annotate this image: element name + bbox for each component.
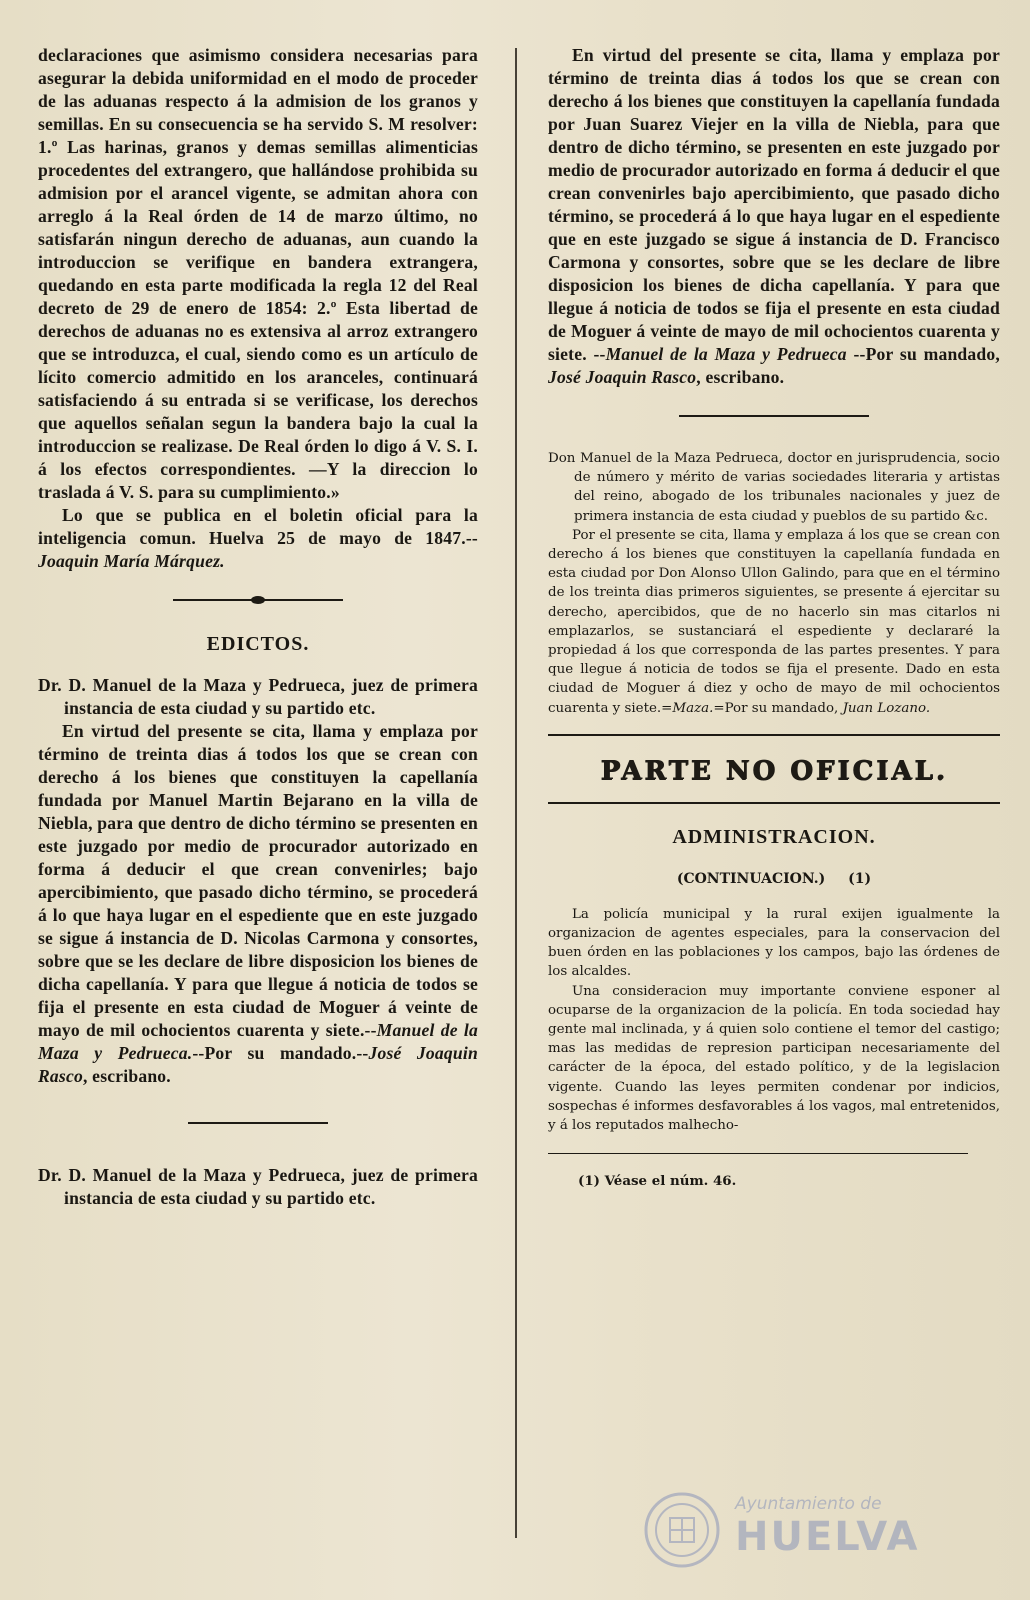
edict2-judge-signature: Manuel de la Maza y Pedrueca [605, 344, 847, 364]
decree-text-paragraph: declaraciones que asimismo considera necesarias para asegurar la debida uniformidad en el modo de proceder de las aduanas respecto á la admision de los granos y semillas. En su consecuencia se ha servido S. M resolver: 1.º Las harinas, granos y demas semillas alimenticias procedentes del extrangero, que hallándose prohibida su admision por el arancel vigente, se admitan ahora con arreglo á la Real órden de 14 de marzo último, no satisfarán ningun derecho de aduanas, aun cuando la introduccion se verifique en bandera extrangera, quedando en esta parte modificada la regla 12 del Real decreto de 29 de enero de 1854: 2.º Esta libertad de derechos de aduanas no es extensiva al arroz extrangero que se introduzca, el cual, siendo como es un artículo de lícito comercio admitido en los aranceles, continuará satisfaciendo á su entrada si se verificase, los derechos que aquellos señalan segun la bandera bajo la cual la introduccion se realizase. De Real órden lo digo á V. S. I. á los efectos correspondientes. —Y la direccion lo traslada á V. S. para su cumplimiento.» [38, 45, 478, 502]
publication-signature: Joaquin María Márquez. [38, 551, 225, 571]
edict1-clerk-signature: José Joaquin Rasco [38, 1043, 478, 1086]
edict3-clerk-signature: Juan Lozano. [842, 700, 931, 716]
administration-paragraph-2: Una consideracion muy importante conviene esponer al ocuparse de la organizacion de la policía. En toda sociedad hay gente mal inclinada, y á quien solo contiene el temor del castigo; mas las medidas de represion participan necesariamente del carácter de la época, del estado político, y de la legislacion vigente. Cuando las leyes permiten condenar por indicios, sospechas é informes desfavorables á los vagos, mal entretenidos, y á los reputados malhecho- [548, 983, 1000, 1134]
ornamental-divider [173, 595, 343, 605]
edict1-body [38, 720, 478, 1088]
right-column [548, 44, 1000, 1191]
administration-paragraph-1: La policía municipal y la rural exijen igualmente la organizacion de agentes especiales, para la conservacion del buen órden en las poblaciones y los campos, bajo las órdenes de los alcaldes. [548, 906, 1000, 980]
column-divider [515, 48, 517, 1538]
edict3-judge-signature: Maza. [672, 700, 714, 716]
edict3-header: Don Manuel de la Maza Pedrueca, doctor en jurisprudencia, socio de número y mérito de varias sociedades literaria y artistas del reino, abogado de los tribunales nacionales y juez de primera instancia de esta ciudad y pueblos de su partido &c. [548, 451, 1000, 524]
edict1-clerk-title: , escribano. [82, 1066, 171, 1086]
edict1-header: Dr. D. Manuel de la Maza y Pedrueca, juez de primera instancia de esta ciudad y su partido etc. [38, 675, 478, 718]
section-rule-bottom [548, 802, 1000, 804]
edict2-body [548, 44, 1000, 389]
section-title: PARTE NO OFICIAL. [600, 755, 948, 786]
separator-rule [188, 1122, 328, 1124]
edict2-body-text: En virtud del presente se cita, llama y emplaza por término de treinta dias á todos los que se crean con derecho á los bienes que constituyen la capellanía fundada por Juan Suarez Viejer en la villa de Niebla, para que dentro de dicho término, se presenten en este juzgado por medio de procurador autorizado en forma á deducir el que crean convenirles bajo apercibimiento, que pasado dicho término, se procederá á lo que haya lugar en el espediente que en este juzgado se sigue á instancia de D. Francisco Carmona y consortes, sobre que se les declare de libre disposicion los bienes de dicha capellanía. Y para que llegue á noticia de todos se fija el presente en esta ciudad de Moguer á veinte de mayo de mil ochocientos cuarenta y siete. -- [548, 45, 1000, 364]
publication-notice-text: Lo que se publica en el boletin oficial para la inteligencia comun. Huelva 25 de mayo de 1847.-- [38, 505, 478, 548]
edict3-body-text: Por el presente se cita, llama y emplaza á los que se crean con derecho á los bienes que constituyen la capellanía fundada en esta ciudad por Don Alonso Ullon Galindo, para que en el término de los treinta dias primeros siguientes, se presente á ejercitar su derecho, apercibidos, que de no hacerlo sin mas citarlos ni emplazarlos, se sustanciará el espediente y declararé la propiedad á los que corresponda de las partes presentes. Y para que llegue á noticia de todos se fija el presente. Dado en esta ciudad de Moguer á diez y ocho de mayo de mil ochocientos cuarenta y siete.= [548, 527, 1000, 716]
edict2-clerk-signature: José Joaquin Rasco [548, 367, 697, 387]
archive-watermark [640, 1490, 1000, 1570]
edict1-body-text: En virtud del presente se cita, llama y emplaza por término de treinta dias á todos los que se crean con derecho á los bienes que constituyen la capellanía fundada por Manuel Martin Bejarano en la villa de Niebla, para que dentro de dicho término se presenten en este juzgado por medio de procurador autorizado en forma á deducir el que crean convenirles; bajo apercibimiento, que pasado dicho término, se procederá á lo que haya lugar en el espediente que en este juzgado se sigue á instancia de D. Nicolas Carmona y consortes, sobre que se les declare de libre disposicion los bienes de dicha capellanía. Y para que llegue á noticia de todos se fija el presente en esta ciudad de Moguer á veinte de mayo de mil ochocientos cuarenta y siete.-- [38, 721, 478, 1040]
footnote: (1) Véase el núm. 46. [578, 1173, 737, 1190]
edict1-judge-signature: Manuel de la Maza y Pedrueca. [38, 1020, 478, 1063]
edict3-body [548, 526, 1000, 718]
edict3-mandate-text: =Por su mandado, [713, 700, 839, 716]
section-rule-top [548, 734, 1000, 736]
footnote-rule [548, 1153, 968, 1154]
continuacion-line [548, 871, 1000, 887]
city-seal-icon [640, 1490, 724, 1570]
edict2-clerk-title: , escribano. [696, 367, 785, 387]
edictos-heading: EDICTOS. [206, 633, 310, 655]
edict2-mandate-text: --Por su mandado, [846, 344, 1000, 364]
watermark-line-1: Ayuntamiento de [735, 1494, 882, 1514]
footnote-marker: (1) [848, 870, 872, 887]
continuacion-label: (CONTINUACION.) [676, 870, 826, 887]
edict2-header: Dr. D. Manuel de la Maza y Pedrueca, juez de primera instancia de esta ciudad y su partido etc. [38, 1165, 478, 1208]
left-column [38, 44, 478, 1210]
watermark-line-2: HUELVA [735, 1514, 920, 1560]
publication-notice [38, 504, 478, 573]
edict1-mandate-text: --Por su mandado.-- [192, 1043, 369, 1063]
separator-rule [679, 415, 869, 417]
administracion-heading: ADMINISTRACION. [672, 825, 876, 848]
